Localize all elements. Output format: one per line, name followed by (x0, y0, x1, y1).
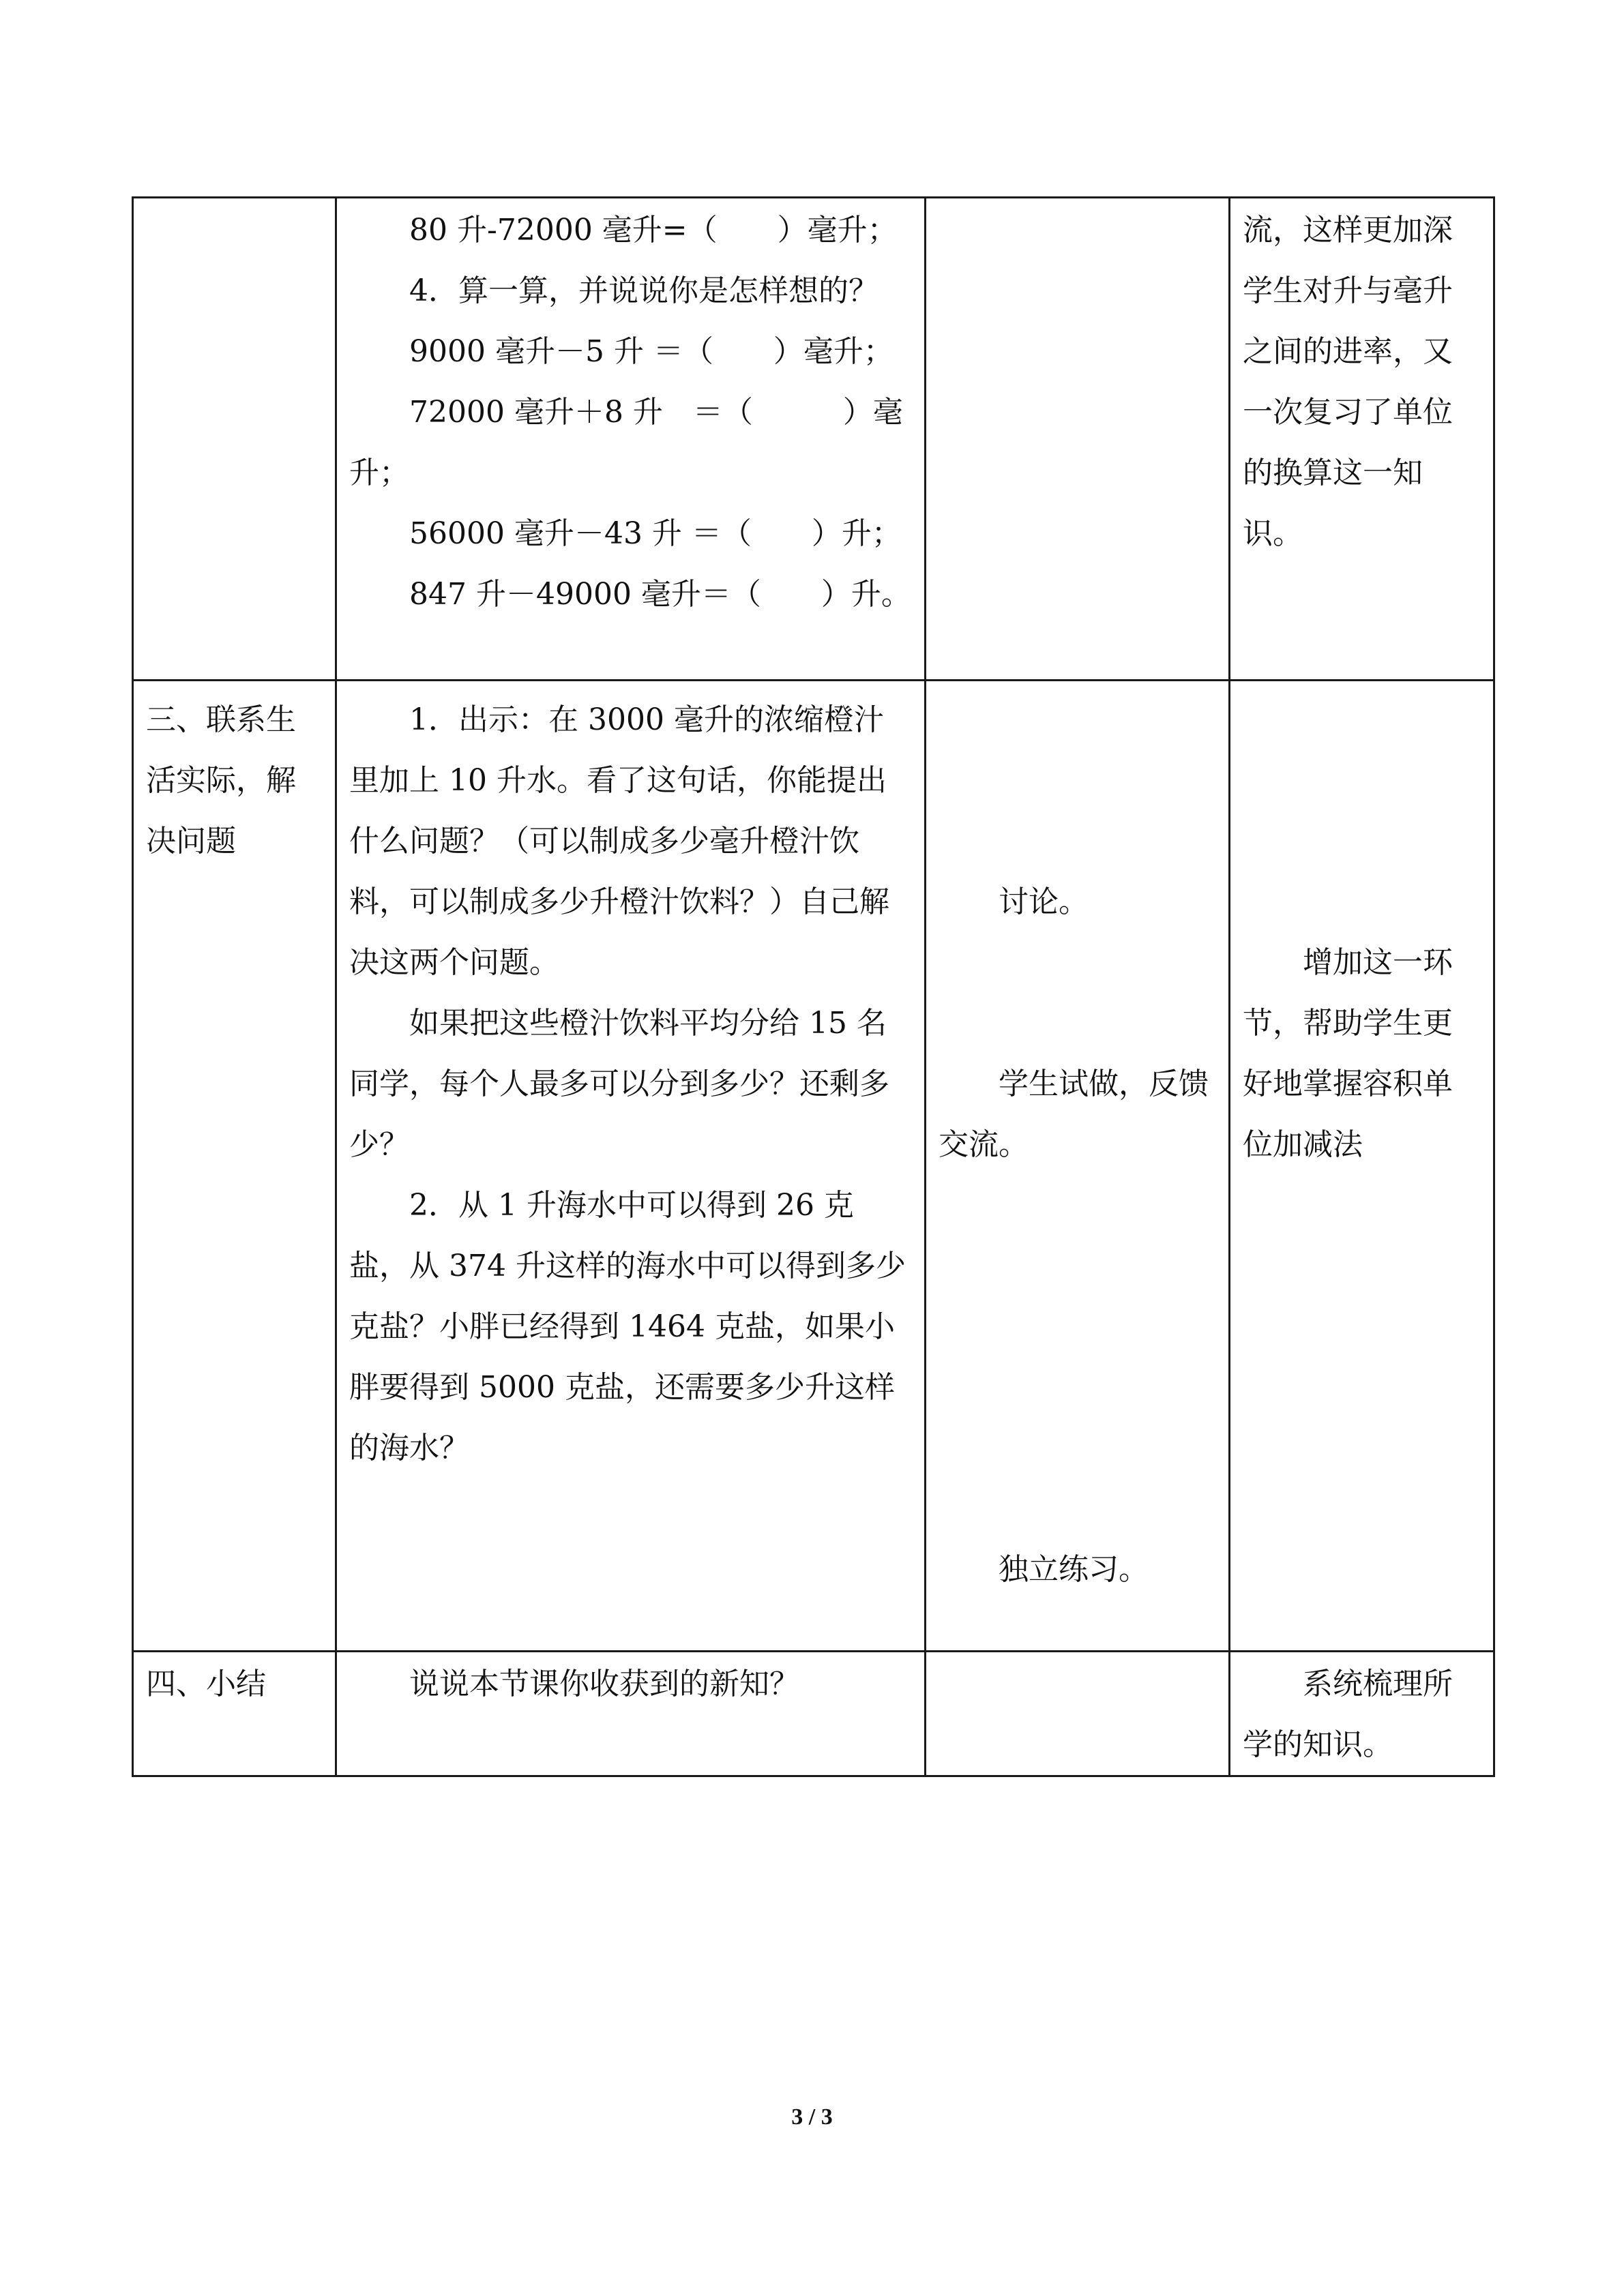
student-activity: 学生试做，反馈交流。 (939, 1067, 1209, 1162)
stage-cell: 三、联系生活实际，解决问题 (133, 681, 336, 1652)
stage-cell: 四、小结 (133, 1652, 336, 1776)
content-line: 56000 毫升－43 升 ＝（ ）升； (409, 516, 902, 551)
content-line: 847 升－49000 毫升＝（ ）升。 (409, 577, 911, 612)
content-paragraph: 2．从 1 升海水中可以得到 26 克盐，从 374 升这样的海水中可以得到多少克盐？小胖已经得到 1464 克盐，如果小胖要得到 5000 克盐，还需要多少升这样的海水？ (349, 1188, 906, 1465)
intent-text: 系统梳理所学的知识。 (1243, 1667, 1453, 1762)
content-line: 4．算一算，并说说你是怎样想的？ (409, 273, 879, 308)
content-paragraph: 如果把这些橙汁饮料平均分给 15 名同学，每个人最多可以分到多少？还剩多少？ (349, 1006, 889, 1162)
student-activity: 讨论。 (999, 884, 1089, 919)
content-line: 9000 毫升－5 升 ＝（ ）毫升； (409, 334, 894, 369)
content-cell (336, 198, 926, 681)
page-number: 3 / 3 (791, 2104, 833, 2130)
student-cell (926, 198, 1230, 681)
table-row (133, 681, 1494, 1652)
table-row (133, 198, 1494, 681)
intent-cell: 流，这样更加深学生对升与毫升之间的进率，又一次复习了单位的换算这一知识。 (1230, 198, 1494, 681)
student-cell (926, 681, 1230, 1652)
intent-cell (1230, 1652, 1494, 1776)
table-row (133, 1652, 1494, 1776)
intent-cell (1230, 681, 1494, 1652)
content-cell (336, 1652, 926, 1776)
content-line: 80 升-72000 毫升=（ ）毫升； (409, 213, 898, 248)
content-paragraph: 1．出示：在 3000 毫升的浓缩橙汁里加上 10 升水。看了这句话，你能提出什么问题？（可以制成多少毫升橙汁饮料，可以制成多少升橙汁饮料？）自己解决这两个问题。 (349, 702, 889, 980)
content-line: 说说本节课你收获到的新知？ (409, 1667, 799, 1701)
student-cell (926, 1652, 1230, 1776)
student-activity: 独立练习。 (999, 1552, 1149, 1587)
lesson-plan-table (132, 196, 1495, 1777)
intent-text: 增加这一环节，帮助学生更好地掌握容积单位加减法 (1243, 945, 1453, 1162)
content-line: 72000 毫升＋8 升 ＝（ ）毫升； (349, 395, 903, 490)
content-cell (336, 681, 926, 1652)
stage-cell (133, 198, 336, 681)
